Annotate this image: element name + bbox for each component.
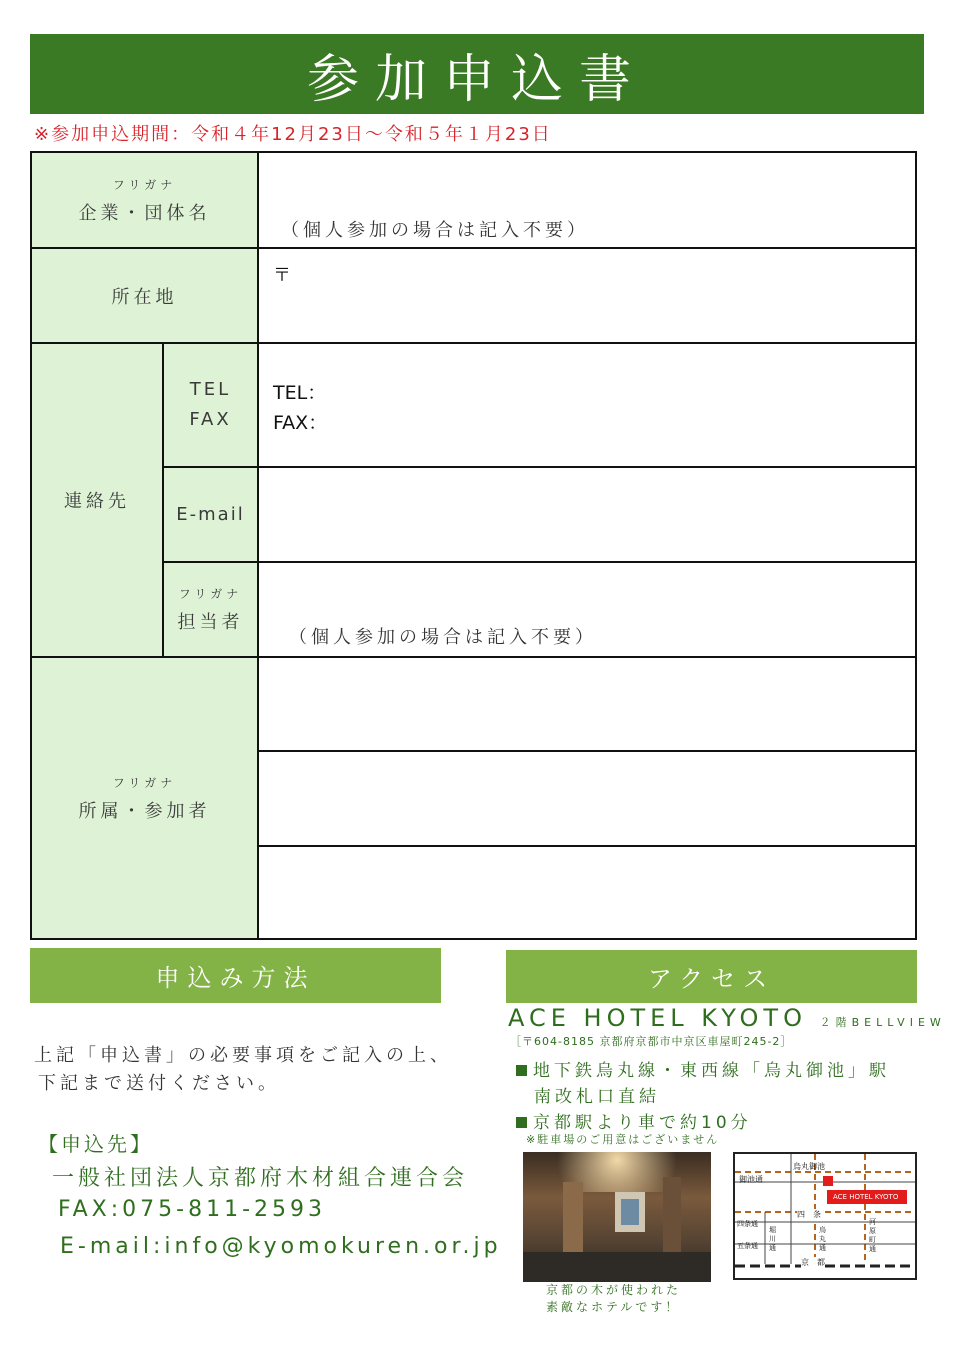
method-instructions	[34, 1042, 452, 1098]
person-note: （個人参加の場合は記入不要）	[289, 627, 597, 648]
map-label-karasuma-oike: 烏丸御池	[793, 1162, 825, 1171]
application-form	[30, 151, 917, 940]
caption-line-1: 京都の木が使われた	[546, 1283, 682, 1297]
access-map	[733, 1152, 917, 1280]
email-input[interactable]	[259, 468, 915, 561]
company-input[interactable]	[259, 153, 915, 247]
person-input[interactable]	[259, 563, 915, 656]
fax-field-label: FAX：	[273, 412, 328, 434]
map-label-shijo-dori: 四条通	[737, 1220, 758, 1228]
destination-email: E-mail:info@kyomokuren.or.jp	[60, 1234, 502, 1259]
tel-label: TEL	[189, 379, 232, 400]
access-line-1-text: 地下鉄烏丸線・東西線「烏丸御池」駅	[533, 1061, 890, 1081]
access-line-2	[516, 1108, 752, 1133]
map-label-hotel: ACE HOTEL KYOTO	[833, 1193, 899, 1201]
parking-note: ※駐車場のご用意はございません	[526, 1133, 720, 1146]
map-label-karasuma: 烏丸通	[819, 1226, 826, 1252]
hotel-address: ［〒604-8185 京都府京都市中京区車屋町245-2］	[510, 1035, 793, 1048]
hotel-floor: ２階BELLVIEW	[819, 1016, 946, 1029]
company-furigana: フリガナ	[112, 177, 177, 192]
participant-input-3[interactable]	[259, 847, 915, 938]
hotel-marker-icon	[823, 1176, 833, 1186]
email-label: E-mail	[176, 504, 245, 525]
access-heading: アクセス	[506, 950, 917, 1003]
destination-fax: FAX:075-811-2593	[58, 1197, 327, 1222]
map-label-kyoto: 京 都	[801, 1258, 825, 1267]
hotel-photo	[523, 1152, 711, 1282]
participants-furigana: フリガナ	[112, 775, 177, 790]
company-label: 企業・団体名	[78, 202, 211, 224]
map-label-gojo-dori: 五条通	[737, 1242, 758, 1250]
access-line-2-text: 京都駅より車で約10分	[533, 1113, 752, 1133]
participants-label: 所属・参加者	[78, 800, 211, 822]
bullet-icon	[516, 1117, 527, 1128]
map-label-horikawa: 堀川通	[769, 1226, 776, 1252]
application-period: ※参加申込期間：令和４年12月23日～令和５年１月23日	[34, 124, 552, 145]
map-label-kawaramachi: 河原町通	[869, 1218, 876, 1253]
address-input[interactable]	[259, 249, 915, 342]
page-title: 参加申込書	[30, 34, 924, 114]
destination-org: 一般社団法人京都府木材組合連合会	[52, 1166, 469, 1191]
map-label-shijo: 四 条	[797, 1210, 821, 1219]
method-heading: 申込み方法	[30, 948, 441, 1003]
person-furigana: フリガナ	[178, 587, 243, 601]
bullet-icon	[516, 1065, 527, 1076]
method-line-1: 上記「申込書」の必要事項をご記入の上、	[34, 1045, 452, 1066]
photo-caption	[546, 1282, 681, 1316]
participants-label-cell	[32, 658, 257, 938]
address-label: 所在地	[111, 286, 178, 308]
contact-label: 連絡先	[64, 491, 130, 512]
telfax-input[interactable]	[259, 344, 915, 466]
access-line-1	[516, 1056, 890, 1081]
hotel-name-text: ACE HOTEL KYOTO	[508, 1004, 807, 1032]
fax-label: FAX	[189, 409, 232, 430]
address-label-cell	[32, 249, 257, 342]
method-line-2: 下記まで送付ください。	[38, 1073, 280, 1094]
tel-field-label: TEL：	[273, 382, 327, 404]
caption-line-2: 素敵なホテルです！	[546, 1300, 681, 1314]
person-label-cell	[164, 563, 257, 656]
participant-input-2[interactable]	[259, 752, 915, 845]
company-note: （個人参加の場合は記入不要）	[281, 220, 589, 241]
access-line-1b: 南改札口直結	[534, 1087, 660, 1107]
company-label-cell	[32, 153, 257, 247]
destination-heading: 【申込先】	[38, 1132, 153, 1156]
postal-mark: 〒	[273, 265, 291, 286]
person-label: 担当者	[177, 612, 244, 633]
email-label-cell	[164, 468, 257, 561]
map-label-oike: 御池通	[739, 1175, 763, 1184]
hotel-name	[508, 1004, 946, 1032]
telfax-label-cell	[164, 344, 257, 466]
contact-label-cell	[32, 344, 162, 656]
participant-input-1[interactable]	[259, 658, 915, 750]
